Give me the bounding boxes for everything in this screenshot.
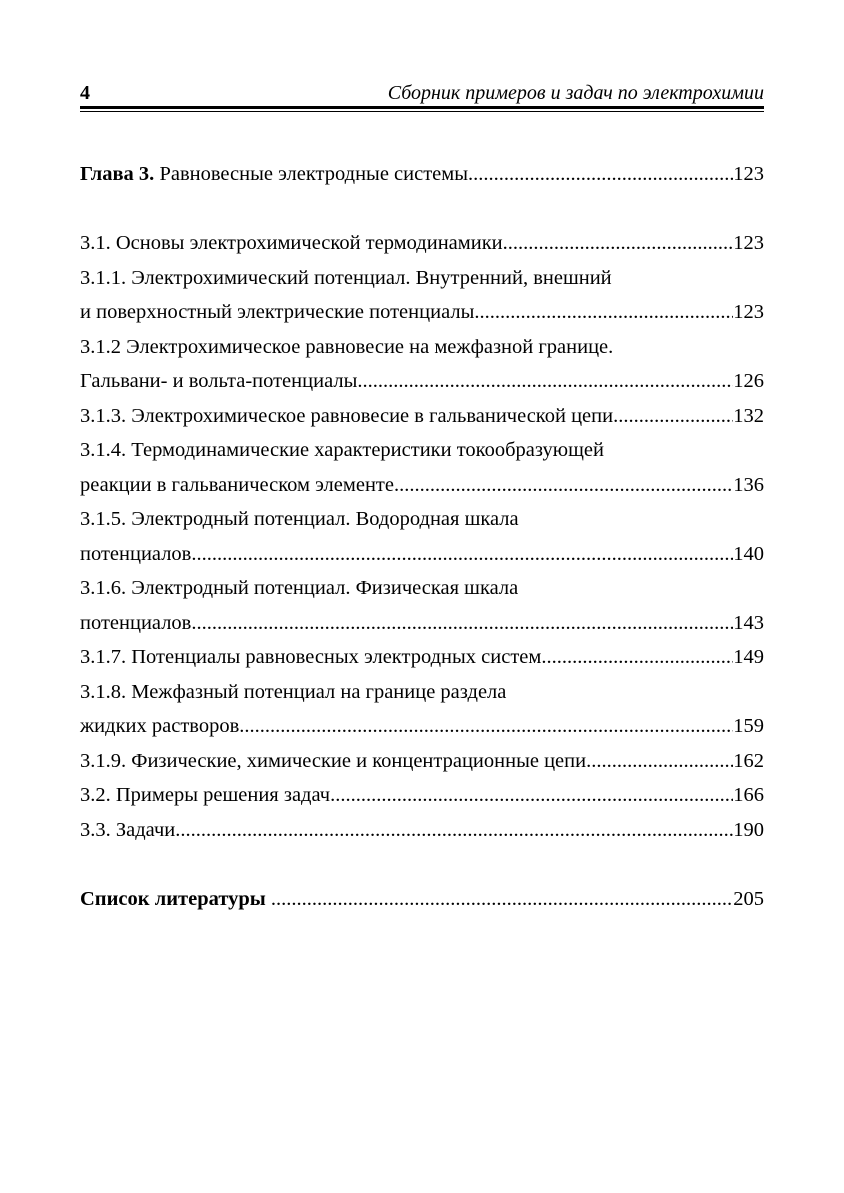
toc-entry: [80, 297, 764, 327]
toc-dot-leader: [474, 297, 733, 327]
toc-entry-text: 3.1.2 Электрохимическое равновесие на межфазной границе.: [80, 336, 614, 358]
toc-entry-text: 3.1.5. Электродный потенциал. Водородная шкала: [80, 508, 519, 530]
running-title: Сборник примеров и задач по электрохимии: [387, 82, 764, 104]
page-number: 4: [80, 82, 90, 104]
toc-entry-line: [80, 504, 764, 534]
page-header: [80, 80, 764, 106]
toc-page-number: 159: [733, 715, 764, 737]
toc-dot-leader: [541, 642, 733, 672]
toc-chapter-label: Глава 3.: [80, 163, 155, 185]
toc-page-number: 123: [733, 232, 764, 254]
toc-entry-text: потенциалов: [80, 543, 192, 565]
toc-entry-text: потенциалов: [80, 612, 192, 634]
toc-page-number: 123: [733, 163, 764, 185]
toc-entry-text: 3.1.7. Потенциалы равновесных электродных систем: [80, 646, 542, 668]
toc-entry-line: [80, 677, 764, 707]
toc-entry-text: 3.1.8. Межфазный потенциал на границе раздела: [80, 681, 507, 703]
toc-entry: [80, 780, 764, 810]
toc-entry-text: 3.1.1. Электрохимический потенциал. Внутренний, внешний: [80, 267, 612, 289]
toc-chapter-title: Равновесные электродные системы: [154, 163, 469, 185]
toc-dot-leader: [394, 470, 733, 500]
toc-bibliography-text: [80, 884, 271, 914]
toc-page-number: 123: [733, 301, 764, 323]
toc-entry-text: 3.1.3. Электрохимическое равновесие в гальванической цепи: [80, 405, 614, 427]
toc-page-number: 126: [733, 370, 764, 392]
toc-entry: [80, 470, 764, 500]
toc-entry-text: 3.3. Задачи: [80, 819, 176, 841]
toc-dot-leader: [191, 608, 733, 638]
toc-page-number: 162: [733, 750, 764, 772]
toc-entry: [80, 815, 764, 845]
toc-entry-text: 3.1.6. Электродный потенциал. Физическая шкала: [80, 577, 519, 599]
toc-dot-leader: [613, 401, 733, 431]
toc-page-number: 205: [733, 888, 764, 910]
toc-entry: [80, 642, 764, 672]
toc-dot-leader: [191, 539, 733, 569]
toc-dot-leader: [271, 884, 733, 914]
toc-entry-text: 3.1.4. Термодинамические характеристики токообразующей: [80, 439, 604, 461]
header-rule-thick: [80, 106, 764, 109]
toc-page-number: 143: [733, 612, 764, 634]
toc-dot-leader: [239, 711, 733, 741]
toc-entry: [80, 746, 764, 776]
toc-entry-line: [80, 435, 764, 465]
toc-dot-leader: [468, 159, 733, 189]
header-rule-thin: [80, 111, 764, 112]
toc-entry-text: и поверхностный электрические потенциалы: [80, 301, 475, 323]
toc-entry: [80, 539, 764, 569]
toc-entry: [80, 711, 764, 741]
toc-entry-text: Гальвани- и вольта-потенциалы: [80, 370, 358, 392]
toc-dot-leader: [586, 746, 733, 776]
toc-entry: [80, 228, 764, 258]
toc-page-number: 140: [733, 543, 764, 565]
toc-entry-text: 3.1. Основы электрохимической термодинамики: [80, 232, 503, 254]
toc-entry: [80, 608, 764, 638]
toc-dot-leader: [175, 815, 733, 845]
toc-page-number: 136: [733, 474, 764, 496]
toc-entry: [80, 401, 764, 431]
toc-bibliography: [80, 884, 764, 914]
toc-bibliography-label: Список литературы: [80, 888, 266, 910]
toc-entry-text: жидких растворов: [80, 715, 240, 737]
toc-dot-leader: [503, 228, 734, 258]
toc-page-number: 149: [733, 646, 764, 668]
toc-chapter-heading: [80, 159, 764, 189]
toc-entry: [80, 366, 764, 396]
toc-page-number: 190: [733, 819, 764, 841]
toc-dot-leader: [357, 366, 733, 396]
toc-entry-line: [80, 263, 764, 293]
toc-entry-text: реакции в гальваническом элементе: [80, 474, 394, 496]
toc-page-number: 132: [733, 405, 764, 427]
toc-entry-line: [80, 332, 764, 362]
toc-entry-text: 3.1.9. Физические, химические и концентрационные цепи: [80, 750, 587, 772]
toc-dot-leader: [330, 780, 733, 810]
toc-entry-text: 3.2. Примеры решения задач: [80, 784, 331, 806]
toc-chapter-text: [80, 159, 468, 189]
toc-entry-line: [80, 573, 764, 603]
toc-page-number: 166: [733, 784, 764, 806]
